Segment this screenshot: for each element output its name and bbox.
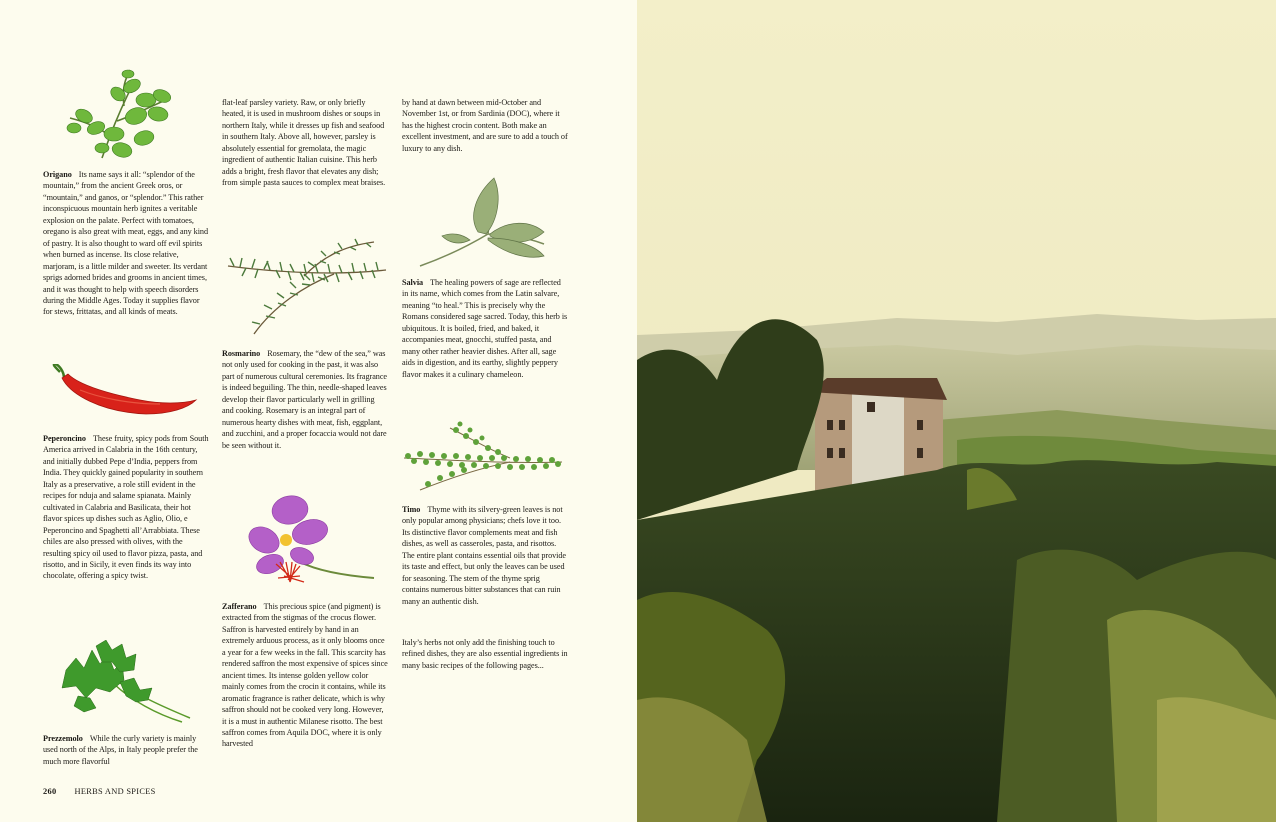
entry-text: flat-leaf parsley variety. Raw, or only briefly heated, it is used in mushroom dishes or soups in northern Italy, while it dresses up fish and seafood in southern Italy. Above all, however, parsley is absolutely essential for gremolata, the magic ingredient of authentic Italian cuisine. This herb adds a bright, fresh flavor that elevates any dish; from simple pasta sauces to complex meat braises. (222, 98, 386, 188)
entry-peperoncino (43, 433, 209, 582)
entry-text: Its name says it all: “splendor of the mountain,” from the ancient Greek oros, or “mountain,” and ganos, or “splendor.” This rather inconspicuous mountain herb ignites a veritable explosion on the palate. Perfect with tomatoes, oregano is also great with meat, eggs, and any kind of pastry. It is also thought to ward off evil spirits when burned as incense. Its close relative, marjoram, is a little milder and sweeter. Its verdant sprigs adorned brides and grooms in ancient times, and it was thought to help with speech disorders during the Middle Ages. Today it supplies flavor for stews, frittatas, and all kinds of meats. (43, 170, 209, 317)
entry-text: This precious spice (and pigment) is extracted from the stigmas of the crocus flower. Saffron is harvested entirely by hand in an extremely arduous process, as it only blooms once a year for a few weeks in the fall. This scarcity has rendered saffron the most expensive of spices since ancient times. Its intense golden yellow color mainly comes from the crocin it contains, while its aromatic fragrance is rather delicate, which is why saffron should not be cooked very long. However, it is a must in authentic Milanese risotto. The best saffron comes from Aquila DOC, where it is only harvested (222, 602, 388, 749)
entry-title: Salvia (402, 278, 424, 287)
page-footer (43, 787, 156, 796)
entry-text: Thyme with its silvery-green leaves is not only popular among physicians; chefs love it too. Its distinctive flavor complements meat and fish dishes, as well as casseroles, pasta, and risottos. The entire plant contains essential oils that provide its taste and effect, but only the leaves can be used for seasoning. The stem of the thyme sprig contains numerous bitter substances that can ruin many an authentic dish. (402, 505, 567, 606)
chili-pepper-illustration (50, 364, 198, 422)
entry-text: Rosemary, the “dew of the sea,” was not only used for cooking in the past, it was also part of numerous cultural ceremonies. Its fragrance is indeed beguiling. The thin, needle-shaped leaves develop their flavor particularly well in grilling and cooking. Rosemary is an integral part of numerous hearty dishes with meat, fish, eggplant, and zucchini, and a proper focaccia would not dare be seen without it. (222, 349, 387, 450)
entry-title: Peperoncino (43, 434, 86, 443)
landscape-photo (637, 0, 1276, 822)
entry-text: The healing powers of sage are reflected in its name, which comes from the Latin salvare, meaning “to heal.” This is precisely why the Romans considered sage sacred. Today, this herb is ubiquitous. It is boiled, fried, and baked, it accompanies meat, gnocchi, stuffed pasta, and many other rather heavier dishes. After all, sage aids in digestion, and its earthy, slightly peppery flavor makes it a culinary chameleon. (402, 278, 568, 379)
entry-prezzemolo (43, 733, 209, 767)
thyme-illustration (400, 418, 566, 496)
parsley-illustration (56, 640, 194, 724)
section-title: HERBS AND SPICES (74, 787, 156, 796)
landscape-photo-image (637, 0, 1276, 822)
entry-title: Origano (43, 170, 72, 179)
sage-illustration (418, 176, 548, 270)
entry-text: by hand at dawn between mid-October and November 1st, or from Sardinia (DOC), where it has the highest crocin content. Both make an excellent investment, and are sure to add a touch of luxury to any dish. (402, 98, 568, 153)
entry-prezzemolo-continued (222, 97, 388, 189)
entry-title: Prezzemolo (43, 734, 83, 743)
entry-text: While the curly variety is mainly used north of the Alps, in Italy people prefer the much more flavorful (43, 734, 198, 766)
page-number: 260 (43, 787, 57, 796)
entry-text: These fruity, spicy pods from South America arrived in Calabria in the 16th century, and initially dubbed Pepe d’India, peppers from India. They quickly gained popularity in southern Italy as a preservative, a role still evident in the recipes for nduja and salame spianata. Mainly cultivated in Calabria and Basilicata, their hot flavor spices up dishes such as Aglio, Olio, e Peperoncino and Spaghetti all’Arrabbiata. These chiles are also pressed with olives, with the resulting spicy oil used to flavor pizza, pasta, and risotto, and in Sicily, it even finds its way into chocolate, offering a spicy twist. (43, 434, 209, 581)
oregano-illustration (62, 66, 182, 162)
entry-text: Italy’s herbs not only add the finishing touch to refined dishes, they are also essential ingredients in many basic recipes of the following pages... (402, 638, 568, 670)
entry-zafferano-continued (402, 97, 568, 154)
rosemary-illustration (224, 236, 390, 336)
saffron-crocus-illustration (240, 492, 378, 592)
entry-salvia (402, 277, 568, 380)
entry-title: Timo (402, 505, 421, 514)
entry-title: Zafferano (222, 602, 257, 611)
entry-zafferano (222, 601, 388, 750)
text-page (0, 0, 637, 822)
entry-timo (402, 504, 568, 607)
closing-paragraph (402, 637, 568, 671)
entry-origano (43, 169, 209, 318)
entry-rosmarino (222, 348, 388, 451)
entry-title: Rosmarino (222, 349, 261, 358)
